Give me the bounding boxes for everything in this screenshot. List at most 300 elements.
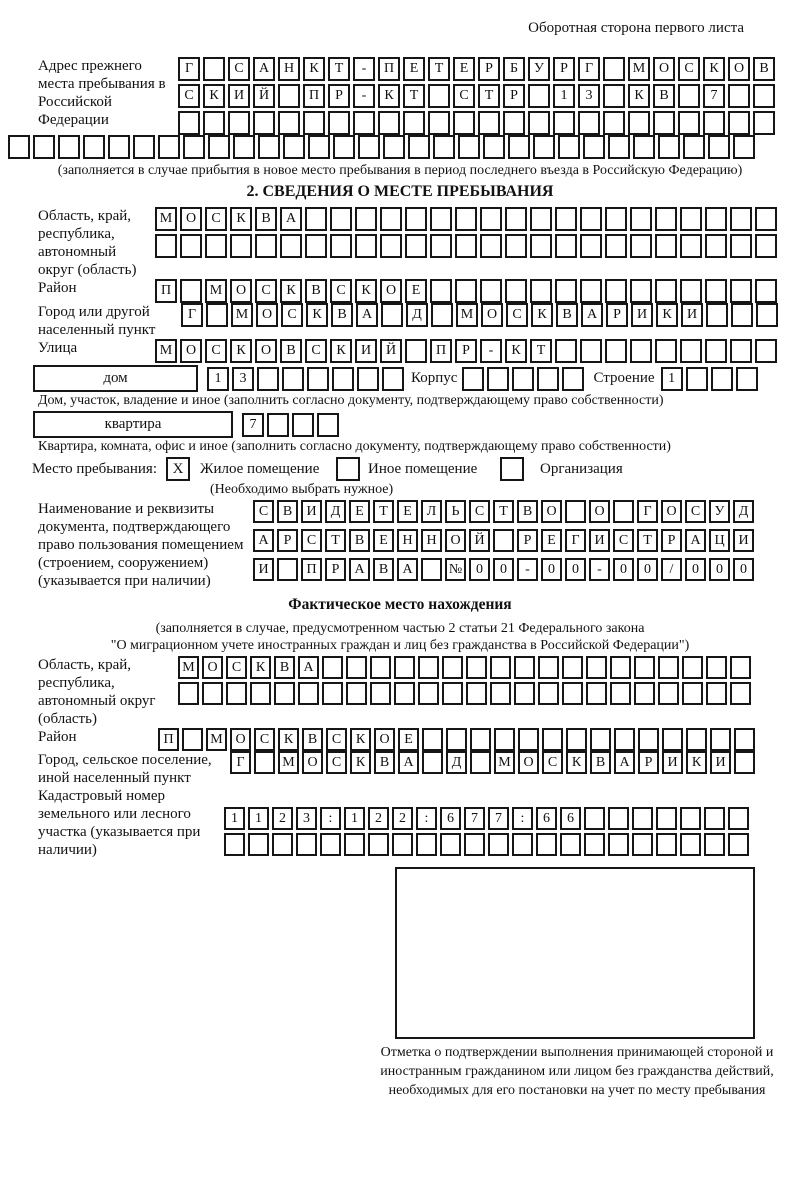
char-cell[interactable] (453, 111, 475, 135)
fact-raion-grid-row[interactable] (158, 728, 758, 751)
char-cell[interactable]: К (355, 279, 377, 303)
char-cell[interactable]: М (178, 656, 199, 679)
char-cell[interactable]: / (661, 558, 682, 581)
char-cell[interactable] (530, 234, 552, 258)
char-cell[interactable]: 6 (560, 807, 581, 830)
char-cell[interactable] (431, 303, 453, 327)
char-cell[interactable] (656, 807, 677, 830)
char-cell[interactable] (308, 135, 330, 159)
char-cell[interactable] (580, 234, 602, 258)
char-cell[interactable] (683, 135, 705, 159)
char-cell[interactable] (755, 234, 777, 258)
char-cell[interactable] (282, 367, 304, 391)
char-cell[interactable] (368, 833, 389, 856)
char-cell[interactable] (586, 656, 607, 679)
char-cell[interactable]: 3 (296, 807, 317, 830)
char-cell[interactable] (333, 135, 355, 159)
char-cell[interactable]: И (301, 500, 322, 523)
char-cell[interactable]: К (278, 728, 299, 751)
char-cell[interactable] (480, 207, 502, 231)
char-cell[interactable]: Т (403, 84, 425, 108)
char-cell[interactable]: 1 (248, 807, 269, 830)
char-cell[interactable] (278, 111, 300, 135)
char-cell[interactable] (628, 111, 650, 135)
char-cell[interactable] (562, 656, 583, 679)
char-cell[interactable]: Е (541, 529, 562, 552)
char-cell[interactable] (733, 135, 755, 159)
char-cell[interactable]: И (710, 751, 731, 774)
char-cell[interactable]: Т (428, 57, 450, 81)
char-cell[interactable] (462, 367, 484, 391)
prev-address-row-2[interactable] (178, 84, 778, 108)
char-cell[interactable] (330, 234, 352, 258)
char-cell[interactable] (330, 207, 352, 231)
char-cell[interactable]: 2 (368, 807, 389, 830)
char-cell[interactable]: Н (397, 529, 418, 552)
char-cell[interactable] (322, 682, 343, 705)
char-cell[interactable] (478, 111, 500, 135)
char-cell[interactable] (155, 234, 177, 258)
char-cell[interactable] (418, 656, 439, 679)
char-cell[interactable] (533, 135, 555, 159)
char-cell[interactable] (355, 207, 377, 231)
char-cell[interactable]: О (518, 751, 539, 774)
char-cell[interactable] (555, 207, 577, 231)
char-cell[interactable]: В (331, 303, 353, 327)
char-cell[interactable]: А (581, 303, 603, 327)
char-cell[interactable] (383, 135, 405, 159)
char-cell[interactable]: - (589, 558, 610, 581)
char-cell[interactable]: И (355, 339, 377, 363)
char-cell[interactable]: М (231, 303, 253, 327)
char-cell[interactable]: 1 (344, 807, 365, 830)
char-cell[interactable] (405, 207, 427, 231)
char-cell[interactable]: Д (446, 751, 467, 774)
checkbox-zhiloe[interactable]: X (166, 457, 190, 481)
char-cell[interactable] (370, 682, 391, 705)
char-cell[interactable]: Г (565, 529, 586, 552)
char-cell[interactable] (605, 207, 627, 231)
char-cell[interactable] (728, 833, 749, 856)
char-cell[interactable] (250, 682, 271, 705)
char-cell[interactable] (108, 135, 130, 159)
char-cell[interactable]: С (253, 500, 274, 523)
char-cell[interactable]: С (305, 339, 327, 363)
char-cell[interactable]: Р (325, 558, 346, 581)
char-cell[interactable]: Д (733, 500, 754, 523)
char-cell[interactable]: Р (606, 303, 628, 327)
char-cell[interactable]: С (453, 84, 475, 108)
char-cell[interactable]: Р (553, 57, 575, 81)
char-cell[interactable] (267, 413, 289, 437)
char-cell[interactable] (512, 367, 534, 391)
char-cell[interactable]: А (398, 751, 419, 774)
char-cell[interactable]: С (678, 57, 700, 81)
char-cell[interactable]: К (531, 303, 553, 327)
char-cell[interactable] (430, 207, 452, 231)
char-cell[interactable]: 0 (565, 558, 586, 581)
char-cell[interactable] (180, 279, 202, 303)
char-cell[interactable] (382, 367, 404, 391)
char-cell[interactable] (608, 135, 630, 159)
char-cell[interactable] (658, 135, 680, 159)
char-cell[interactable]: 7 (242, 413, 264, 437)
char-cell[interactable] (430, 234, 452, 258)
char-cell[interactable]: О (230, 728, 251, 751)
char-cell[interactable]: О (653, 57, 675, 81)
char-cell[interactable]: № (445, 558, 466, 581)
char-cell[interactable]: В (349, 529, 370, 552)
char-cell[interactable] (565, 500, 586, 523)
char-cell[interactable]: Е (397, 500, 418, 523)
oblast-grid-row-2[interactable] (155, 234, 780, 258)
char-cell[interactable] (538, 656, 559, 679)
char-cell[interactable]: - (353, 84, 375, 108)
char-cell[interactable] (224, 833, 245, 856)
char-cell[interactable] (655, 279, 677, 303)
char-cell[interactable] (378, 111, 400, 135)
char-cell[interactable] (464, 833, 485, 856)
char-cell[interactable] (470, 751, 491, 774)
char-cell[interactable]: С (255, 279, 277, 303)
char-cell[interactable] (226, 682, 247, 705)
char-cell[interactable]: А (253, 57, 275, 81)
char-cell[interactable] (487, 367, 509, 391)
char-cell[interactable]: А (685, 529, 706, 552)
char-cell[interactable]: 0 (493, 558, 514, 581)
char-cell[interactable]: О (445, 529, 466, 552)
char-cell[interactable]: И (733, 529, 754, 552)
char-cell[interactable] (8, 135, 30, 159)
char-cell[interactable] (421, 558, 442, 581)
char-cell[interactable]: М (206, 728, 227, 751)
char-cell[interactable]: Т (530, 339, 552, 363)
char-cell[interactable]: 7 (703, 84, 725, 108)
char-cell[interactable] (555, 234, 577, 258)
char-cell[interactable] (630, 207, 652, 231)
char-cell[interactable] (703, 111, 725, 135)
char-cell[interactable]: 0 (613, 558, 634, 581)
char-cell[interactable] (442, 682, 463, 705)
char-cell[interactable] (180, 234, 202, 258)
char-cell[interactable] (518, 728, 539, 751)
prev-address-row-4[interactable] (8, 135, 792, 159)
char-cell[interactable]: О (180, 339, 202, 363)
char-cell[interactable]: Р (455, 339, 477, 363)
char-cell[interactable] (514, 656, 535, 679)
char-cell[interactable] (455, 279, 477, 303)
char-cell[interactable] (158, 135, 180, 159)
char-cell[interactable] (753, 111, 775, 135)
char-cell[interactable]: И (253, 558, 274, 581)
char-cell[interactable]: К (250, 656, 271, 679)
char-cell[interactable] (253, 111, 275, 135)
char-cell[interactable]: М (205, 279, 227, 303)
char-cell[interactable]: О (255, 339, 277, 363)
char-cell[interactable]: В (274, 656, 295, 679)
char-cell[interactable] (394, 682, 415, 705)
char-cell[interactable] (728, 111, 750, 135)
char-cell[interactable]: Р (661, 529, 682, 552)
char-cell[interactable] (655, 207, 677, 231)
char-cell[interactable] (470, 728, 491, 751)
char-cell[interactable]: Й (380, 339, 402, 363)
char-cell[interactable] (584, 833, 605, 856)
char-cell[interactable] (566, 728, 587, 751)
char-cell[interactable] (730, 234, 752, 258)
char-cell[interactable] (248, 833, 269, 856)
char-cell[interactable] (514, 682, 535, 705)
char-cell[interactable] (583, 135, 605, 159)
raion-grid-row[interactable] (155, 279, 780, 303)
char-cell[interactable] (603, 111, 625, 135)
char-cell[interactable] (705, 234, 727, 258)
char-cell[interactable] (555, 339, 577, 363)
char-cell[interactable] (734, 751, 755, 774)
char-cell[interactable]: О (380, 279, 402, 303)
ulitsa-grid-row[interactable] (155, 339, 780, 363)
char-cell[interactable]: 0 (685, 558, 706, 581)
char-cell[interactable] (680, 339, 702, 363)
kvartira-cells[interactable] (242, 413, 342, 437)
char-cell[interactable]: Е (403, 57, 425, 81)
char-cell[interactable]: С (326, 751, 347, 774)
char-cell[interactable] (405, 234, 427, 258)
char-cell[interactable] (280, 234, 302, 258)
char-cell[interactable] (490, 682, 511, 705)
char-cell[interactable] (536, 833, 557, 856)
char-cell[interactable] (358, 135, 380, 159)
char-cell[interactable] (730, 656, 751, 679)
char-cell[interactable]: Д (325, 500, 346, 523)
char-cell[interactable] (680, 279, 702, 303)
char-cell[interactable]: 1 (553, 84, 575, 108)
char-cell[interactable]: Е (453, 57, 475, 81)
char-cell[interactable]: О (589, 500, 610, 523)
char-cell[interactable]: С (330, 279, 352, 303)
char-cell[interactable] (730, 279, 752, 303)
char-cell[interactable]: И (589, 529, 610, 552)
char-cell[interactable]: У (528, 57, 550, 81)
char-cell[interactable] (317, 413, 339, 437)
char-cell[interactable]: А (614, 751, 635, 774)
char-cell[interactable]: С (228, 57, 250, 81)
char-cell[interactable]: В (374, 751, 395, 774)
char-cell[interactable] (205, 234, 227, 258)
char-cell[interactable] (283, 135, 305, 159)
char-cell[interactable]: И (228, 84, 250, 108)
checkbox-inoe[interactable] (336, 457, 360, 481)
char-cell[interactable] (605, 279, 627, 303)
char-cell[interactable]: 1 (224, 807, 245, 830)
char-cell[interactable] (653, 111, 675, 135)
char-cell[interactable] (466, 682, 487, 705)
char-cell[interactable]: 0 (541, 558, 562, 581)
char-cell[interactable] (728, 807, 749, 830)
char-cell[interactable] (307, 367, 329, 391)
char-cell[interactable] (433, 135, 455, 159)
char-cell[interactable] (586, 682, 607, 705)
char-cell[interactable]: О (256, 303, 278, 327)
char-cell[interactable] (705, 279, 727, 303)
char-cell[interactable]: М (155, 339, 177, 363)
char-cell[interactable]: 3 (232, 367, 254, 391)
char-cell[interactable] (274, 682, 295, 705)
char-cell[interactable] (590, 728, 611, 751)
char-cell[interactable]: Р (517, 529, 538, 552)
document-grid-row-2[interactable] (253, 529, 757, 552)
char-cell[interactable]: С (281, 303, 303, 327)
char-cell[interactable]: М (278, 751, 299, 774)
char-cell[interactable] (392, 833, 413, 856)
char-cell[interactable]: - (517, 558, 538, 581)
char-cell[interactable] (416, 833, 437, 856)
char-cell[interactable] (686, 367, 708, 391)
char-cell[interactable]: В (277, 500, 298, 523)
char-cell[interactable]: Ц (709, 529, 730, 552)
dom-cells[interactable] (207, 367, 407, 391)
char-cell[interactable]: Д (406, 303, 428, 327)
char-cell[interactable]: А (298, 656, 319, 679)
char-cell[interactable] (706, 656, 727, 679)
oblast-grid-row-1[interactable] (155, 207, 780, 231)
char-cell[interactable] (58, 135, 80, 159)
char-cell[interactable] (632, 807, 653, 830)
char-cell[interactable] (292, 413, 314, 437)
char-cell[interactable] (455, 234, 477, 258)
char-cell[interactable]: Г (181, 303, 203, 327)
char-cell[interactable]: С (254, 728, 275, 751)
char-cell[interactable] (305, 234, 327, 258)
char-cell[interactable]: И (681, 303, 703, 327)
document-grid-row-3[interactable] (253, 558, 757, 581)
char-cell[interactable]: П (155, 279, 177, 303)
char-cell[interactable]: А (349, 558, 370, 581)
char-cell[interactable] (296, 833, 317, 856)
char-cell[interactable]: Т (325, 529, 346, 552)
char-cell[interactable]: Б (503, 57, 525, 81)
char-cell[interactable] (755, 339, 777, 363)
char-cell[interactable] (680, 234, 702, 258)
char-cell[interactable]: Г (230, 751, 251, 774)
char-cell[interactable] (257, 367, 279, 391)
char-cell[interactable] (553, 111, 575, 135)
char-cell[interactable]: К (230, 339, 252, 363)
stroenie-cells[interactable] (661, 367, 761, 391)
char-cell[interactable]: С (205, 207, 227, 231)
char-cell[interactable] (490, 656, 511, 679)
char-cell[interactable] (603, 84, 625, 108)
gorod-grid-row[interactable] (181, 303, 781, 327)
char-cell[interactable] (303, 111, 325, 135)
kadastr-grid-row-1[interactable] (224, 807, 752, 830)
char-cell[interactable]: О (230, 279, 252, 303)
char-cell[interactable] (503, 111, 525, 135)
char-cell[interactable] (133, 135, 155, 159)
char-cell[interactable]: Г (178, 57, 200, 81)
char-cell[interactable] (542, 728, 563, 751)
char-cell[interactable] (202, 682, 223, 705)
char-cell[interactable]: Р (638, 751, 659, 774)
char-cell[interactable]: Р (478, 57, 500, 81)
char-cell[interactable] (730, 339, 752, 363)
char-cell[interactable]: В (302, 728, 323, 751)
char-cell[interactable] (305, 207, 327, 231)
char-cell[interactable]: К (378, 84, 400, 108)
char-cell[interactable] (298, 682, 319, 705)
char-cell[interactable]: А (253, 529, 274, 552)
char-cell[interactable]: В (280, 339, 302, 363)
char-cell[interactable] (528, 111, 550, 135)
char-cell[interactable] (455, 207, 477, 231)
char-cell[interactable] (183, 135, 205, 159)
char-cell[interactable]: О (728, 57, 750, 81)
char-cell[interactable]: К (628, 84, 650, 108)
char-cell[interactable]: С (613, 529, 634, 552)
char-cell[interactable] (686, 728, 707, 751)
char-cell[interactable] (728, 84, 750, 108)
char-cell[interactable]: С (226, 656, 247, 679)
char-cell[interactable]: 0 (709, 558, 730, 581)
char-cell[interactable]: В (753, 57, 775, 81)
char-cell[interactable]: С (301, 529, 322, 552)
char-cell[interactable]: Р (277, 529, 298, 552)
char-cell[interactable] (512, 833, 533, 856)
char-cell[interactable]: К (306, 303, 328, 327)
char-cell[interactable] (638, 728, 659, 751)
document-grid-row-1[interactable] (253, 500, 757, 523)
char-cell[interactable]: И (631, 303, 653, 327)
char-cell[interactable]: С (685, 500, 706, 523)
char-cell[interactable] (562, 367, 584, 391)
char-cell[interactable]: О (374, 728, 395, 751)
char-cell[interactable] (680, 807, 701, 830)
char-cell[interactable]: 6 (536, 807, 557, 830)
char-cell[interactable] (230, 234, 252, 258)
char-cell[interactable]: К (566, 751, 587, 774)
char-cell[interactable] (708, 135, 730, 159)
char-cell[interactable]: П (158, 728, 179, 751)
char-cell[interactable] (442, 656, 463, 679)
char-cell[interactable]: О (661, 500, 682, 523)
char-cell[interactable] (578, 111, 600, 135)
char-cell[interactable] (537, 367, 559, 391)
char-cell[interactable] (731, 303, 753, 327)
char-cell[interactable] (206, 303, 228, 327)
char-cell[interactable] (528, 84, 550, 108)
char-cell[interactable] (203, 111, 225, 135)
char-cell[interactable] (603, 57, 625, 81)
char-cell[interactable] (355, 234, 377, 258)
char-cell[interactable] (704, 807, 725, 830)
char-cell[interactable] (736, 367, 758, 391)
char-cell[interactable] (408, 135, 430, 159)
char-cell[interactable]: Т (637, 529, 658, 552)
char-cell[interactable] (705, 207, 727, 231)
char-cell[interactable] (178, 111, 200, 135)
char-cell[interactable] (614, 728, 635, 751)
char-cell[interactable] (555, 279, 577, 303)
char-cell[interactable] (405, 339, 427, 363)
char-cell[interactable]: Т (493, 500, 514, 523)
char-cell[interactable] (680, 207, 702, 231)
char-cell[interactable] (655, 339, 677, 363)
char-cell[interactable] (605, 339, 627, 363)
char-cell[interactable] (584, 807, 605, 830)
char-cell[interactable] (430, 279, 452, 303)
char-cell[interactable]: К (350, 751, 371, 774)
char-cell[interactable] (633, 135, 655, 159)
